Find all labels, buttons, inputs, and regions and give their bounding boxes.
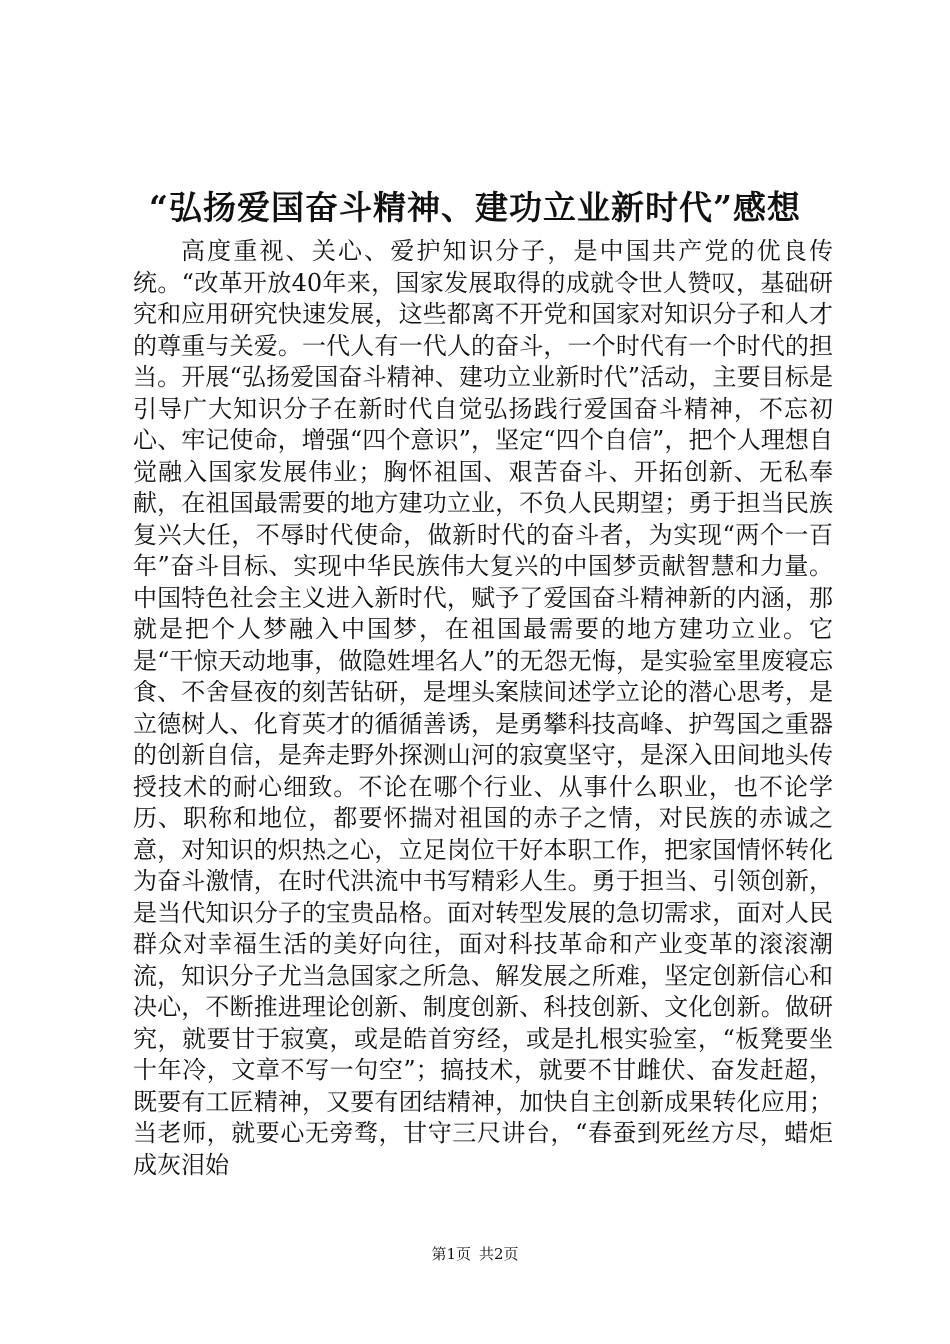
page-footer [0, 1243, 950, 1265]
document-title: “弘扬爱国奋斗精神、建功立业新时代”感想 [149, 188, 801, 227]
document-body: 高度重视、关心、爱护知识分子，是中国共产党的优良传统。“改革开放40年来，国家发展取得的成就令世人赞叹，基础研究和应用研究快速发展，这些都离不开党和国家对知识分子和人才的尊重与关爱。一代人有一代人的奋斗，一个时代有一个时代的担当。开展“弘扬爱国奋斗精神、建功立业新时代”活动，主要目标是引导广大知识分子在新时代自觉弘扬践行爱国奋斗精神，不忘初心、牢记使命，增强“四个意识”，坚定“四个自信”，把个人理想自觉融入国家发展伟业；胸怀祖国、艰苦奋斗、开拓创新、无私奉献，在祖国最需要的地方建功立业，不负人民期望；勇于担当民族复兴大任，不辱时代使命，做新时代的奋斗者，为实现“两个一百年”奋斗目标、实现中华民族伟大复兴的中国梦贡献智慧和力量。中国特色社会主义进入新时代，赋予了爱国奋斗精神新的内涵，那就是把个人梦融入中国梦，在祖国最需要的地方建功立业。它是“干惊天动地事，做隐姓埋名人”的无怨无悔，是实验室里废寝忘食、不舍昼夜的刻苦钻研，是埋头案牍间述学立论的潜心思考，是立德树人、化育英才的循循善诱，是勇攀科技高峰、护驾国之重器的创新自信，是奔走野外探测山河的寂寞坚守，是深入田间地头传授技术的耐心细致。不论在哪个行业、从事什么职业，也不论学历、职称和地位，都要怀揣对祖国的赤子之情，对民族的赤诚之意，对知识的炽热之心，立足岗位干好本职工作，把家国情怀转化为奋斗激情，在时代洪流中书写精彩人生。勇于担当、引领创新，是当代知识分子的宝贵品格。面对转型发展的急切需求，面对人民群众对幸福生活的美好向往，面对科技革命和产业变革的滚滚潮流，知识分子尤当急国家之所急、解发展之所难，坚定创新信心和决心，不断推进理论创新、制度创新、科技创新、文化创新。做研究，就要甘于寂寞，或是皓首穷经，或是扎根实验室，“板凳要坐十年冷，文章不写一句空”；搞技术，就要不甘雌伏、奋发赶超，既要有工匠精神，又要有团结精神，加快自主创新成果转化应用；当老师，就要心无旁骛，甘守三尺讲台，“春蚕到死丝方尽，蜡炬成灰泪始 [133, 237, 833, 1179]
page-total: 共2页 [479, 1245, 519, 1263]
page-number: 第1页 [431, 1245, 471, 1263]
